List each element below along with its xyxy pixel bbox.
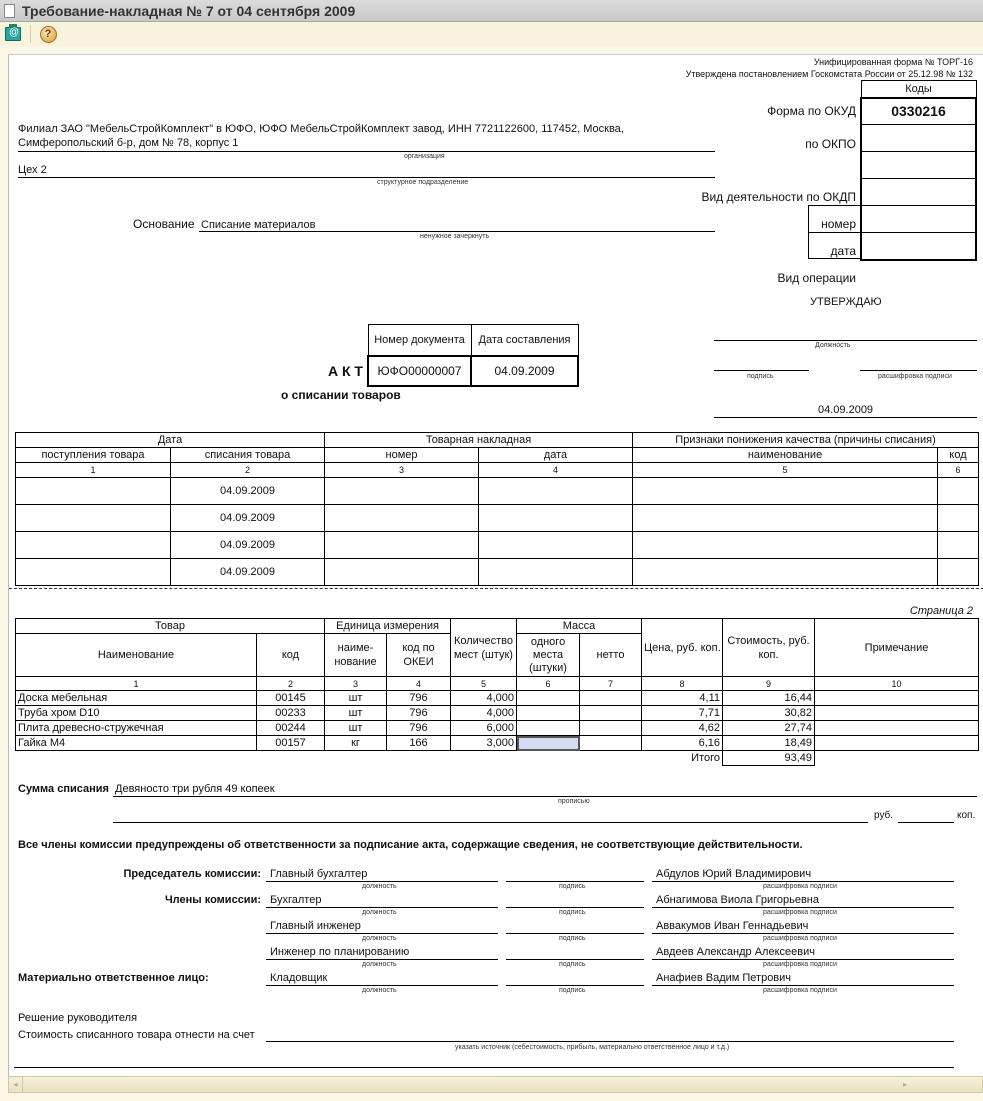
item-code[interactable]: 00157 bbox=[257, 736, 325, 751]
table-row bbox=[16, 478, 979, 505]
cell[interactable]: 04.09.2009 bbox=[171, 559, 325, 586]
okpo-code[interactable] bbox=[861, 125, 976, 152]
decode-value: Абнагимова Виола Григорьевна bbox=[656, 894, 820, 906]
page-label: Страница 2 bbox=[909, 605, 973, 617]
item-one-place-selected[interactable] bbox=[517, 736, 580, 751]
date-code[interactable] bbox=[861, 206, 976, 233]
decode-caption: расшифровка подписи bbox=[763, 909, 837, 916]
total-label: Итого bbox=[691, 752, 720, 765]
decode-caption: расшифровка подписи bbox=[763, 961, 837, 968]
codes-header: Коды bbox=[861, 81, 976, 98]
cell[interactable] bbox=[16, 505, 171, 532]
cell[interactable] bbox=[633, 505, 938, 532]
approve-title: УТВЕРЖДАЮ bbox=[810, 296, 882, 308]
decode-line bbox=[652, 985, 954, 986]
organization-caption: организация bbox=[404, 153, 445, 160]
account-caption: указать источник (себестоимость, прибыль, материально ответственное лицо и т.д.) bbox=[455, 1044, 730, 1051]
header-price: Цена, руб. коп. bbox=[642, 619, 723, 677]
table-row bbox=[16, 505, 979, 532]
col-number: 5 bbox=[451, 677, 517, 691]
okpo-label: по ОКПО bbox=[805, 137, 856, 151]
okud-label: Форма по ОКУД bbox=[767, 104, 856, 118]
unified-form-label: Унифицированная форма № ТОРГ-16 bbox=[813, 57, 973, 67]
decode-value: Авдеев Александр Алексеевич bbox=[656, 946, 815, 958]
item-okei[interactable]: 796 bbox=[387, 721, 451, 736]
position-line bbox=[266, 881, 498, 882]
window-title: Требование-накладная № 7 от 04 сентября 2009 bbox=[22, 2, 356, 19]
account-underline bbox=[266, 1041, 954, 1042]
save-copy-icon bbox=[5, 27, 21, 41]
cell[interactable]: 04.09.2009 bbox=[171, 532, 325, 559]
decode-value: Аввакумов Иван Геннадьевич bbox=[656, 920, 809, 932]
organization-line1: Филиал ЗАО "МебельСтройКомплект" в ЮФО, ЮФО МебельСтройКомплект завод, ИНН 7721122600, 117452, Москва, bbox=[18, 123, 624, 135]
table-row bbox=[16, 736, 979, 751]
responsible-label: Материально ответственное лицо: bbox=[18, 972, 209, 984]
cell[interactable] bbox=[325, 478, 479, 505]
decode-line bbox=[652, 907, 954, 908]
signature-caption: подпись bbox=[747, 373, 774, 380]
position-line bbox=[266, 907, 498, 908]
col-number: 1 bbox=[16, 463, 171, 478]
organization-line2: Симферопольский б-р, дом № 78, корпус 1 bbox=[18, 137, 239, 149]
okdp-code[interactable] bbox=[861, 152, 976, 179]
group-header-mass: Масса bbox=[517, 619, 642, 634]
rub-label: руб. bbox=[874, 810, 894, 821]
col-number: 9 bbox=[723, 677, 815, 691]
header-name: Наименование bbox=[16, 634, 257, 677]
item-net[interactable] bbox=[580, 691, 642, 706]
item-name[interactable]: Гайка М4 bbox=[16, 736, 257, 751]
scroll-left-arrow-icon[interactable]: ◂ bbox=[9, 1077, 23, 1092]
dates-table bbox=[15, 432, 979, 586]
col-header: номер bbox=[325, 448, 479, 463]
cell[interactable] bbox=[16, 559, 171, 586]
doc-number-header: Номер документа bbox=[368, 325, 471, 356]
signature-line bbox=[506, 985, 644, 986]
decode-caption: расшифровка подписи bbox=[763, 987, 837, 994]
chair-label: Председатель комиссии: bbox=[123, 868, 261, 880]
item-okei[interactable]: 796 bbox=[387, 706, 451, 721]
cell[interactable] bbox=[633, 478, 938, 505]
goods-table bbox=[15, 618, 979, 766]
cell[interactable] bbox=[325, 559, 479, 586]
position-value: Главный бухгалтер bbox=[270, 868, 368, 880]
signature-caption: подпись bbox=[559, 987, 586, 994]
position-line bbox=[266, 985, 498, 986]
position-line bbox=[266, 933, 498, 934]
col-number: 5 bbox=[633, 463, 938, 478]
position-caption: Должность bbox=[815, 342, 851, 349]
item-name[interactable]: Труба хром D10 bbox=[16, 706, 257, 721]
item-one-place[interactable] bbox=[517, 691, 580, 706]
col-number: 4 bbox=[479, 463, 633, 478]
item-okei[interactable]: 796 bbox=[387, 691, 451, 706]
item-unit[interactable]: шт bbox=[325, 691, 387, 706]
act-subtitle: о списании товаров bbox=[281, 388, 401, 402]
item-net[interactable] bbox=[580, 736, 642, 751]
item-unit[interactable]: шт bbox=[325, 706, 387, 721]
position-value: Кладовщик bbox=[270, 972, 328, 984]
document-sheet[interactable] bbox=[8, 54, 983, 1076]
item-price[interactable]: 6,16 bbox=[642, 736, 723, 751]
department-underline bbox=[18, 177, 715, 178]
cell[interactable] bbox=[938, 505, 979, 532]
operation-code[interactable] bbox=[861, 233, 976, 260]
basis-caption: ненужное зачеркнуть bbox=[420, 233, 490, 240]
doc-date-header: Дата составления bbox=[471, 325, 578, 356]
spacer bbox=[16, 751, 642, 766]
basis-underline bbox=[199, 231, 715, 232]
col-number: 10 bbox=[815, 677, 979, 691]
item-code[interactable]: 00233 bbox=[257, 706, 325, 721]
col-number: 8 bbox=[642, 677, 723, 691]
item-price[interactable]: 4,62 bbox=[642, 721, 723, 736]
rub-line bbox=[113, 822, 868, 823]
warning-text: Все члены комиссии предупреждены об ответственности за подписание акта, содержащие сведения, не соответствующие действительности. bbox=[18, 839, 803, 851]
item-cost[interactable]: 30,82 bbox=[723, 706, 815, 721]
item-note[interactable] bbox=[815, 706, 979, 721]
item-one-place[interactable] bbox=[517, 706, 580, 721]
cell[interactable] bbox=[325, 532, 479, 559]
cell[interactable] bbox=[479, 532, 633, 559]
decode-line bbox=[860, 370, 977, 371]
col-number: 7 bbox=[580, 677, 642, 691]
cell[interactable] bbox=[938, 532, 979, 559]
col-number: 6 bbox=[517, 677, 580, 691]
col-header: код bbox=[938, 448, 979, 463]
okud-code[interactable]: 0330216 bbox=[861, 98, 976, 125]
signature-caption: подпись bbox=[559, 883, 586, 890]
act-doc-table bbox=[367, 324, 579, 387]
signature-line bbox=[714, 370, 809, 371]
item-name[interactable]: Плита древесно-стружечная bbox=[16, 721, 257, 736]
item-net[interactable] bbox=[580, 721, 642, 736]
decode-caption: расшифровка подписи bbox=[878, 373, 952, 380]
item-name[interactable]: Доска мебельная bbox=[16, 691, 257, 706]
item-unit[interactable]: кг bbox=[325, 736, 387, 751]
decode-line bbox=[652, 959, 954, 960]
signature-caption: подпись bbox=[559, 909, 586, 916]
kop-line bbox=[898, 822, 954, 823]
header-okei: код по ОКЕИ bbox=[387, 634, 451, 677]
horizontal-scrollbar[interactable] bbox=[8, 1076, 983, 1093]
item-note[interactable] bbox=[815, 736, 979, 751]
header-unit-name: наиме- нование bbox=[325, 634, 387, 677]
header-code: код bbox=[257, 634, 325, 677]
codes-table bbox=[860, 80, 977, 261]
organization-underline bbox=[18, 151, 715, 152]
sum-caption: прописью bbox=[558, 798, 590, 805]
table-row bbox=[16, 559, 979, 586]
date-label: дата bbox=[830, 244, 856, 258]
cell[interactable]: 04.09.2009 bbox=[171, 505, 325, 532]
group-header-date: Дата bbox=[16, 433, 325, 448]
item-okei[interactable]: 166 bbox=[387, 736, 451, 751]
signature-line bbox=[506, 881, 644, 882]
col-header: поступления товара bbox=[16, 448, 171, 463]
item-note[interactable] bbox=[815, 691, 979, 706]
sum-value: Девяносто три рубля 49 копеек bbox=[115, 783, 275, 795]
header-cost: Стоимость, руб. коп. bbox=[723, 619, 815, 677]
col-number: 2 bbox=[257, 677, 325, 691]
item-places[interactable]: 4,000 bbox=[451, 691, 517, 706]
position-caption: должность bbox=[362, 935, 397, 942]
sum-underline bbox=[113, 796, 977, 797]
decode-line bbox=[652, 881, 954, 882]
item-cost[interactable]: 27,74 bbox=[723, 721, 815, 736]
item-code[interactable]: 00244 bbox=[257, 721, 325, 736]
item-unit[interactable]: шт bbox=[325, 721, 387, 736]
approve-date-line bbox=[714, 417, 977, 418]
item-code[interactable]: 00145 bbox=[257, 691, 325, 706]
header-note: Примечание bbox=[815, 619, 979, 677]
item-places[interactable]: 6,000 bbox=[451, 721, 517, 736]
position-caption: должность bbox=[362, 909, 397, 916]
signature-caption: подпись bbox=[559, 961, 586, 968]
members-label: Члены комиссии: bbox=[164, 894, 261, 906]
okdp-label: Вид деятельности по ОКДП bbox=[701, 190, 856, 204]
signature-caption: подпись bbox=[559, 935, 586, 942]
decode-value: Анафиев Вадим Петрович bbox=[656, 972, 792, 984]
decode-caption: расшифровка подписи bbox=[763, 935, 837, 942]
doc-number[interactable]: ЮФО00000007 bbox=[368, 356, 471, 386]
sum-label: Сумма списания bbox=[18, 783, 109, 795]
approve-date: 04.09.2009 bbox=[818, 404, 874, 416]
item-net[interactable] bbox=[580, 706, 642, 721]
cell[interactable] bbox=[633, 532, 938, 559]
position-value: Главный инженер bbox=[270, 920, 361, 932]
decision-label: Решение руководителя bbox=[18, 1012, 138, 1024]
signature-line bbox=[506, 907, 644, 908]
item-places[interactable]: 4,000 bbox=[451, 706, 517, 721]
department-caption: структурное подразделение bbox=[377, 179, 469, 186]
cell[interactable] bbox=[633, 559, 938, 586]
item-price[interactable]: 7,71 bbox=[642, 706, 723, 721]
scroll-right-arrow-icon[interactable]: ▸ bbox=[902, 1080, 907, 1089]
document-icon bbox=[4, 4, 15, 18]
position-line bbox=[714, 340, 977, 341]
number-label: номер bbox=[821, 217, 856, 231]
toolbar bbox=[0, 22, 983, 46]
doc-date[interactable]: 04.09.2009 bbox=[471, 356, 578, 386]
basis-label: Основание bbox=[133, 217, 195, 231]
cell[interactable] bbox=[325, 505, 479, 532]
cell[interactable] bbox=[479, 478, 633, 505]
approved-label: Утверждена постановлением Госкомстата России от 25.12.98 № 132 bbox=[685, 69, 973, 79]
position-caption: должность bbox=[362, 883, 397, 890]
position-value: Инженер по планированию bbox=[270, 946, 410, 958]
account-label: Стоимость списанного товара отнести на счет bbox=[18, 1029, 255, 1041]
page-break bbox=[9, 588, 983, 589]
cell[interactable] bbox=[16, 532, 171, 559]
operation-label: Вид операции bbox=[777, 271, 856, 285]
decode-line bbox=[652, 933, 954, 934]
group-header-goods: Товар bbox=[16, 619, 325, 634]
group-header-quality: Признаки понижения качества (причины списания) bbox=[633, 433, 979, 448]
act-label: А К Т bbox=[328, 363, 363, 379]
cell[interactable] bbox=[479, 505, 633, 532]
divider bbox=[808, 232, 861, 233]
signature-line bbox=[506, 959, 644, 960]
group-header-unit: Единица измерения bbox=[325, 619, 451, 634]
help-button[interactable] bbox=[39, 25, 57, 43]
decode-caption: расшифровка подписи bbox=[763, 883, 837, 890]
position-caption: должность bbox=[362, 987, 397, 994]
col-header: наименование bbox=[633, 448, 938, 463]
department-value: Цех 2 bbox=[18, 164, 47, 176]
help-icon: ? bbox=[40, 26, 57, 43]
item-note[interactable] bbox=[815, 721, 979, 736]
decode-value: Абдулов Юрий Владимирович bbox=[656, 868, 812, 880]
item-cost[interactable]: 16,44 bbox=[723, 691, 815, 706]
col-number: 1 bbox=[16, 677, 257, 691]
header-net: нетто bbox=[580, 634, 642, 677]
table-row bbox=[16, 721, 979, 736]
kop-label: коп. bbox=[957, 810, 976, 821]
col-number: 2 bbox=[171, 463, 325, 478]
bottom-line bbox=[14, 1067, 954, 1068]
header-one-place: одного места (штуки) bbox=[517, 634, 580, 677]
header-places: Количество мест (штук) bbox=[451, 619, 517, 677]
cell[interactable]: 04.09.2009 bbox=[171, 478, 325, 505]
col-number: 3 bbox=[325, 463, 479, 478]
item-places[interactable]: 3,000 bbox=[451, 736, 517, 751]
signature-line bbox=[506, 933, 644, 934]
save-copy-button[interactable] bbox=[4, 25, 22, 43]
cell[interactable] bbox=[16, 478, 171, 505]
col-number: 3 bbox=[325, 677, 387, 691]
cell[interactable] bbox=[938, 478, 979, 505]
item-cost[interactable]: 18,49 bbox=[723, 736, 815, 751]
item-one-place[interactable] bbox=[517, 721, 580, 736]
position-line bbox=[266, 959, 498, 960]
position-caption: должность bbox=[362, 961, 397, 968]
item-price[interactable]: 4,11 bbox=[642, 691, 723, 706]
window-titlebar bbox=[0, 0, 983, 22]
col-number: 6 bbox=[938, 463, 979, 478]
table-row bbox=[16, 532, 979, 559]
col-header: дата bbox=[479, 448, 633, 463]
col-number: 4 bbox=[387, 677, 451, 691]
total-value: 93,49 bbox=[723, 751, 815, 766]
toolbar-separator bbox=[30, 25, 31, 43]
col-header: списания товара bbox=[171, 448, 325, 463]
group-header-invoice: Товарная накладная bbox=[325, 433, 633, 448]
number-code[interactable] bbox=[861, 179, 976, 206]
position-value: Бухгалтер bbox=[270, 894, 322, 906]
spacer bbox=[815, 751, 979, 766]
cell[interactable] bbox=[479, 559, 633, 586]
table-row bbox=[16, 706, 979, 721]
table-row bbox=[16, 691, 979, 706]
basis-value: Списание материалов bbox=[201, 219, 316, 231]
cell[interactable] bbox=[938, 559, 979, 586]
